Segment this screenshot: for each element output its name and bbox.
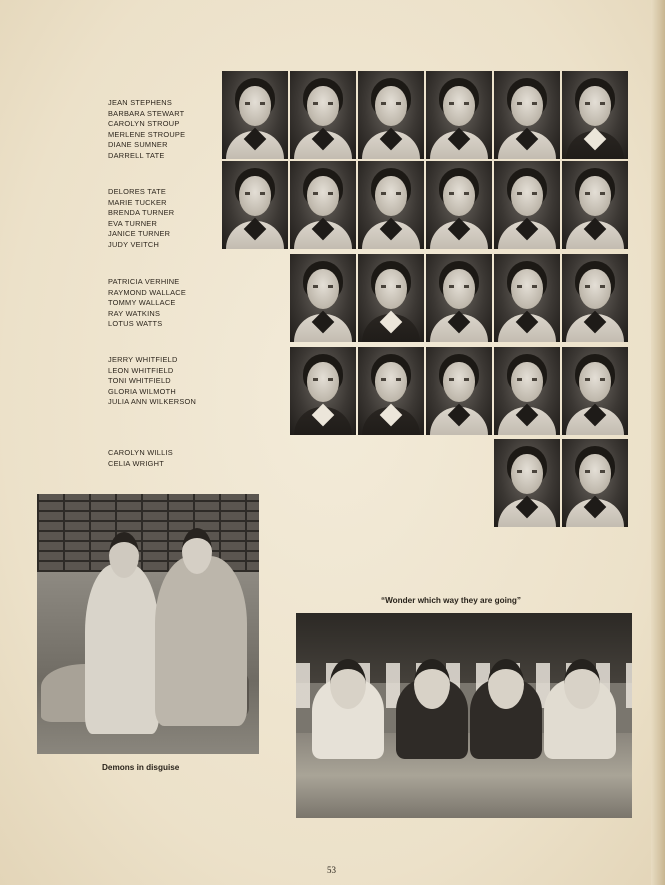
student-name: GLORIA WILMOTH xyxy=(108,386,176,396)
student-name: MERLENE STROUPE xyxy=(108,129,186,139)
student-portrait xyxy=(358,347,424,435)
student-name: MARIE TUCKER xyxy=(108,197,167,207)
student-portrait xyxy=(290,161,356,249)
student-portrait xyxy=(562,254,628,342)
student-name: TOMMY WALLACE xyxy=(108,298,176,308)
student-name: EVA TURNER xyxy=(108,218,158,228)
student-portrait xyxy=(494,439,560,527)
student-name: DIANE SUMNER xyxy=(108,140,168,150)
student-portrait xyxy=(494,254,560,342)
student-name: JUDY VEITCH xyxy=(108,239,160,249)
student-portrait xyxy=(358,161,424,249)
student-name: RAYMOND WALLACE xyxy=(108,287,187,297)
student-name: DARRELL TATE xyxy=(108,150,165,160)
student-name: CAROLYN STROUP xyxy=(108,119,180,129)
student-name: LEON WHITFIELD xyxy=(108,365,174,375)
student-portrait xyxy=(494,161,560,249)
student-portrait xyxy=(426,347,492,435)
student-portrait xyxy=(494,347,560,435)
student-portrait xyxy=(426,71,492,159)
student-name: JANICE TURNER xyxy=(108,229,171,239)
student-portrait xyxy=(562,439,628,527)
page-binding-edge xyxy=(651,0,665,885)
student-portrait xyxy=(494,71,560,159)
student-name: CELIA WRIGHT xyxy=(108,458,164,468)
student-portrait xyxy=(426,254,492,342)
student-name: TONI WHITFIELD xyxy=(108,376,171,386)
student-portrait xyxy=(358,254,424,342)
student-name: JULIA ANN WILKERSON xyxy=(108,397,197,407)
student-portrait xyxy=(290,71,356,159)
student-name: RAY WATKINS xyxy=(108,308,161,318)
name-group-1 xyxy=(108,98,220,162)
student-portrait xyxy=(222,161,288,249)
student-portrait xyxy=(290,347,356,435)
name-group-2 xyxy=(108,187,220,251)
student-name: BARBARA STEWART xyxy=(108,108,185,118)
name-group-4 xyxy=(108,355,220,408)
student-name: BRENDA TURNER xyxy=(108,208,175,218)
student-portrait xyxy=(358,71,424,159)
student-name: CAROLYN WILLIS xyxy=(108,448,173,457)
candid-photo-group xyxy=(296,613,632,818)
name-group-3 xyxy=(108,277,220,330)
student-name: DELORES TATE xyxy=(108,187,167,196)
student-name: JERRY WHITFIELD xyxy=(108,355,178,364)
student-name: LOTUS WATTS xyxy=(108,319,163,329)
student-name: JEAN STEPHENS xyxy=(108,98,173,107)
student-name: PATRICIA VERHINE xyxy=(108,277,180,286)
student-portrait xyxy=(562,71,628,159)
student-portrait xyxy=(562,347,628,435)
photo-caption-wonder: “Wonder which way they are going” xyxy=(381,596,521,605)
photo-caption-demons: Demons in disguise xyxy=(102,763,180,772)
student-portrait xyxy=(290,254,356,342)
student-portrait xyxy=(426,161,492,249)
student-portrait xyxy=(562,161,628,249)
page-number: 53 xyxy=(327,865,336,875)
candid-photo-couple xyxy=(37,494,259,754)
student-portrait xyxy=(222,71,288,159)
name-group-5 xyxy=(108,448,220,469)
